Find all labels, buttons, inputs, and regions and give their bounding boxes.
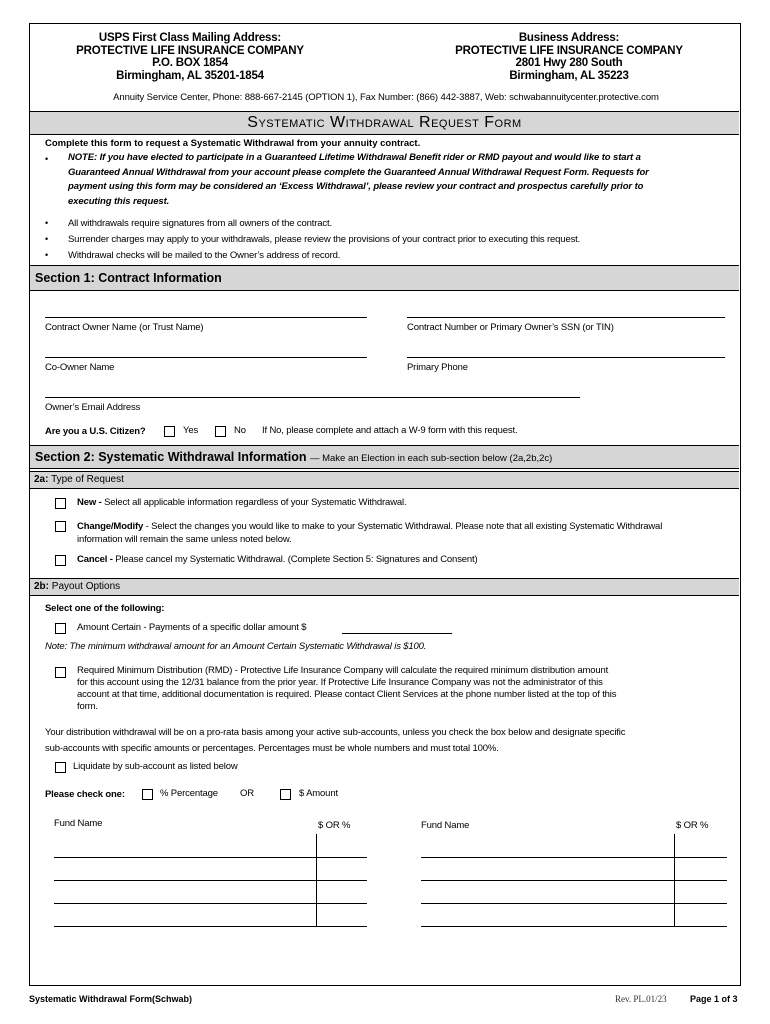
owner-name-line[interactable] (45, 317, 367, 318)
rmd-checkbox[interactable] (55, 667, 66, 678)
co-owner-label: Co-Owner Name (45, 362, 115, 373)
footer-form-name: Systematic Withdrawal Form(Schwab) (29, 994, 192, 1004)
select-one-label: Select one of the following: (45, 603, 165, 614)
amount-certain-line[interactable] (342, 633, 452, 634)
fund-row-line[interactable] (421, 880, 727, 881)
cancel-request-text: Please cancel my Systematic Withdrawal. (Complete Section 5: Signatures and Consent) (115, 554, 478, 565)
sub2b-number: 2b: (34, 581, 49, 592)
change-request-option (77, 520, 737, 546)
change-request-name: Change/Modify (77, 521, 144, 532)
mailing-address (60, 32, 320, 82)
owner-name-label: Contract Owner Name (or Trust Name) (45, 322, 204, 333)
amount-checkbox[interactable] (280, 789, 291, 800)
amount-certain-checkbox[interactable] (55, 623, 66, 634)
note-line-4: executing this request. (68, 195, 170, 207)
form-title-bar (30, 111, 739, 135)
fund-row-line[interactable] (421, 903, 727, 904)
mailing-street: P.O. BOX 1854 (152, 57, 228, 69)
sub2b-label: Payout Options (51, 581, 121, 592)
section1-header (30, 265, 739, 291)
citizen-no-label: No (234, 425, 246, 436)
citizen-no-checkbox[interactable] (215, 426, 226, 437)
sub2a-number: 2a: (34, 474, 49, 485)
fund-row-line[interactable] (421, 926, 727, 927)
sub2a-header (30, 471, 739, 489)
intro-bullet-1: All withdrawals require signatures from all owners of the contract. (68, 218, 332, 229)
citizen-yes-label: Yes (183, 425, 199, 436)
fund-row-line[interactable] (54, 926, 367, 927)
prorata-line-1: Your distribution withdrawal will be on a pro-rata basis among your active sub-accounts, unless you check the box below and designate specific (45, 727, 626, 738)
form-title: Systematic Withdrawal Request Form (247, 114, 522, 131)
footer-page-number: Page 1 of 3 (690, 994, 738, 1004)
fund-row-line[interactable] (54, 880, 367, 881)
cancel-request-option (77, 554, 478, 565)
bullet-dot: • (45, 234, 49, 244)
section2-title-note: — Make an Election in each sub-section below (2a,2b,2c) (309, 453, 553, 464)
change-request-text-2: information will remain the same unless noted below. (77, 534, 292, 545)
cancel-request-name: Cancel - (77, 554, 113, 565)
note-line-2: Guaranteed Annual Withdrawal from your account please complete the Guaranteed Annual Withdrawal Request Form. Requests for (68, 166, 649, 178)
or-label: OR (240, 788, 254, 799)
form-frame (29, 23, 741, 986)
contract-number-label: Contract Number or Primary Owner’s SSN (or TIN) (407, 322, 614, 333)
business-street: 2801 Hwy 280 South (515, 57, 623, 69)
business-company: PROTECTIVE LIFE INSURANCE COMPANY (455, 44, 683, 57)
business-address (434, 32, 704, 82)
please-check-label: Please check one: (45, 789, 125, 800)
change-request-text: - Select the changes you would like to make to your Systematic Withdrawal. Please note that all existing Systematic Withdrawal (145, 521, 663, 532)
business-city: Birmingham, AL 35223 (509, 69, 629, 82)
new-request-option (77, 497, 406, 508)
intro-bullet-3: Withdrawal checks will be mailed to the Owner’s address of record. (68, 250, 341, 261)
prorata-text (45, 725, 735, 757)
percentage-checkbox[interactable] (142, 789, 153, 800)
amount-pct-header-right: $ OR % (676, 820, 709, 831)
rmd-option (77, 665, 727, 713)
sub2b-header (30, 578, 739, 596)
footer-revision: Rev. PL.01/23 (615, 994, 667, 1004)
contact-line: Annuity Service Center, Phone: 888-667-2145 (OPTION 1), Fax Number: (866) 442-3887, Web: schwabannuitycenter.protective.com (113, 92, 659, 103)
mailing-company: PROTECTIVE LIFE INSURANCE COMPANY (76, 44, 304, 57)
amount-note: Note: The minimum withdrawal amount for an Amount Certain Systematic Withdrawal is $100. (45, 641, 427, 652)
citizen-question: Are you a U.S. Citizen? (45, 426, 146, 437)
rmd-line-3: account at that time, additional documentation is required. Please contact Client Services at the phone number listed at the top of this (77, 689, 617, 700)
amount-pct-header-left: $ OR % (318, 820, 351, 831)
mailing-city: Birmingham, AL 35201-1854 (116, 69, 264, 82)
note-line-3: payment using this form may be considered an ‘Excess Withdrawal’, please review your contract and prospectus carefully prior to (68, 181, 644, 192)
primary-phone-line[interactable] (407, 357, 725, 358)
rmd-line-1: Required Minimum Distribution (RMD) - Protective Life Insurance Company will calculate the required minimum distribution amount (77, 665, 609, 676)
intro-lead: Complete this form to request a Systematic Withdrawal from your annuity contract. (45, 138, 421, 149)
fund-name-header-right: Fund Name (421, 820, 470, 831)
sub2a-label: Type of Request (51, 474, 124, 485)
percentage-label: % Percentage (160, 788, 218, 799)
citizen-note: If No, please complete and attach a W-9 form with this request. (262, 425, 518, 436)
email-line[interactable] (45, 397, 580, 398)
fund-row-line[interactable] (54, 857, 367, 858)
primary-phone-label: Primary Phone (407, 362, 468, 373)
new-request-checkbox[interactable] (55, 498, 66, 509)
fund-row-line[interactable] (54, 903, 367, 904)
rmd-line-4: form. (77, 701, 98, 712)
new-request-text: Select all applicable information regardless of your Systematic Withdrawal. (104, 497, 407, 508)
section2-title: Section 2: Systematic Withdrawal Information (35, 450, 307, 464)
fund-row-line[interactable] (421, 857, 727, 858)
co-owner-line[interactable] (45, 357, 367, 358)
new-request-name: New - (77, 497, 102, 508)
section2-header (30, 445, 739, 469)
bullet-dot: • (45, 218, 49, 228)
email-label: Owner’s Email Address (45, 402, 141, 413)
cancel-request-checkbox[interactable] (55, 555, 66, 566)
liquidate-checkbox[interactable] (55, 762, 66, 773)
mailing-address-label: USPS First Class Mailing Address: (98, 32, 282, 44)
intro-bullet-2: Surrender charges may apply to your withdrawals, please review the provisions of your contract prior to executing this request. (68, 234, 581, 245)
business-address-label: Business Address: (518, 32, 620, 44)
amount-label: $ Amount (299, 788, 338, 799)
citizen-yes-checkbox[interactable] (164, 426, 175, 437)
intro-note (68, 151, 738, 209)
liquidate-label: Liquidate by sub-account as listed below (73, 761, 238, 772)
bullet-dot: • (45, 250, 49, 260)
prorata-line-2: sub-accounts with specific amounts or percentages. Percentages must be whole numbers and must total 100%. (45, 743, 499, 754)
change-request-checkbox[interactable] (55, 521, 66, 532)
note-line-1: NOTE: If you have elected to participate in a Guaranteed Lifetime Withdrawal Benefit rider or RMD payout and would like to start a (68, 152, 641, 163)
contract-number-line[interactable] (407, 317, 725, 318)
amount-certain-label: Amount Certain - Payments of a specific dollar amount $ (77, 622, 307, 633)
rmd-line-2: for this account using the 12/31 balance from the prior year. If Protective Life Insurance Company was not the administrator of this (77, 677, 603, 688)
fund-name-header-left: Fund Name (54, 818, 103, 829)
bullet-dot: • (45, 154, 49, 164)
section1-title: Section 1: Contract Information (35, 271, 222, 285)
